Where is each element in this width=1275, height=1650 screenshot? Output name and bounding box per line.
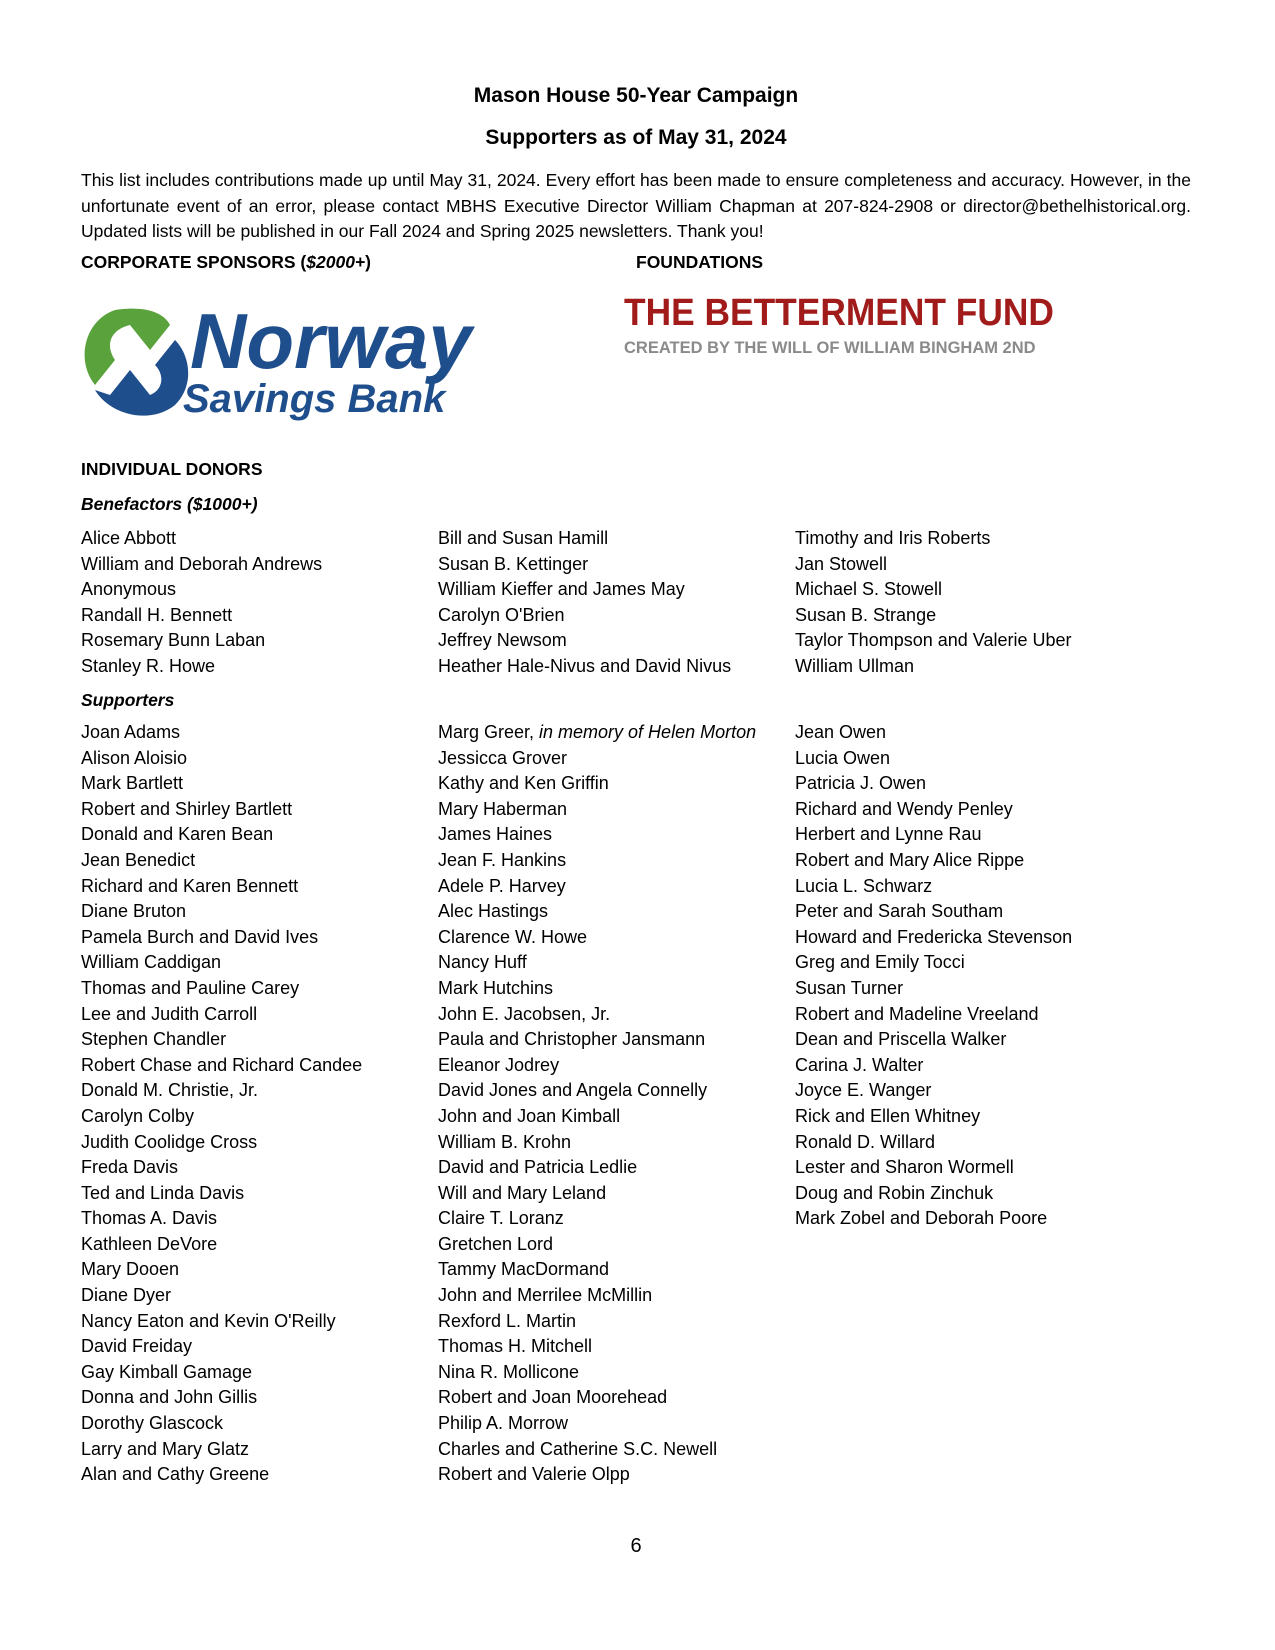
list-item: Kathy and Ken Griffin [438,773,609,794]
list-item: Herbert and Lynne Rau [795,824,982,845]
list-item: Randall H. Bennett [81,604,233,625]
list-item: Bill and Susan Hamill [438,528,609,548]
list-item: Lucia Owen [795,747,891,768]
list-item: Dorothy Glascock [81,1413,224,1434]
corporate-sponsors-heading: CORPORATE SPONSORS ($2000+) [81,252,371,272]
list-item: Peter and Sarah Southam [795,901,1004,922]
list-item: Jean F. Hankins [438,849,567,870]
betterment-fund-logo [624,292,1064,372]
list-item: Charles and Catherine S.C. Newell [438,1438,718,1459]
norway-logo-mark-icon [75,290,565,430]
list-item: Larry and Mary Glatz [81,1438,250,1459]
list-item: Jean Owen [795,722,887,742]
list-item: Susan Turner [795,977,904,998]
list-item: Robert and Shirley Bartlett [81,798,293,819]
list-item: Donna and John Gillis [81,1387,258,1408]
list-item: Ronald D. Willard [795,1131,936,1152]
list-item: Lester and Sharon Wormell [795,1157,1014,1178]
list-item: Eleanor Jodrey [438,1054,560,1075]
list-item: Lee and Judith Carroll [81,1003,258,1024]
list-item: Mark Zobel and Deborah Poore [795,1208,1048,1229]
list-item: Doug and Robin Zinchuk [795,1182,994,1203]
list-item: Jeffrey Newsom [438,630,567,651]
list-item: Carolyn Colby [81,1105,195,1126]
list-item: Robert and Madeline Vreeland [795,1003,1039,1024]
betterment-fund-title: THE BETTERMENT FUND [624,292,1054,334]
benefactors-column-3 [795,526,1071,680]
list-item: Kathleen DeVore [81,1233,218,1254]
list-item: Mary Haberman [438,798,568,819]
list-item: Nancy Eaton and Kevin O'Reilly [81,1310,336,1331]
list-item: Alice Abbott [81,528,177,548]
list-item: Thomas H. Mitchell [438,1336,593,1357]
savings-bank-logo-word: Savings Bank [183,377,446,421]
list-item: Alison Aloisio [81,747,188,768]
list-item: William Caddigan [81,952,222,973]
list-item: William Kieffer and James May [438,579,685,600]
list-item: John E. Jacobsen, Jr. [438,1003,611,1024]
list-item: Adele P. Harvey [438,875,566,896]
list-item: Donald M. Christie, Jr. [81,1080,259,1101]
list-item: Alec Hastings [438,901,549,922]
list-item: William and Deborah Andrews [81,553,323,574]
list-item: Thomas A. Davis [81,1208,218,1229]
list-item: Lucia L. Schwarz [795,875,933,896]
individual-donors-heading: INDIVIDUAL DONORS [81,459,263,479]
list-item: Mark Hutchins [438,977,554,998]
list-item: John and Merrilee McMillin [438,1285,653,1306]
list-item: Anonymous [81,579,177,600]
list-item: Ted and Linda Davis [81,1182,245,1203]
list-item: William Ullman [795,655,915,676]
foundations-heading: FOUNDATIONS [636,252,764,272]
supporters-heading: Supporters [81,690,175,710]
list-item: Patricia J. Owen [795,773,927,794]
norway-savings-bank-logo [75,290,565,430]
benefactors-column-2 [438,526,731,680]
list-item: Nancy Huff [438,952,527,973]
benefactors-heading: Benefactors ($1000+) [81,494,258,514]
list-item: Rexford L. Martin [438,1310,577,1331]
list-item: John and Joan Kimball [438,1105,621,1126]
list-item: Rosemary Bunn Laban [81,630,266,651]
list-item: Jean Benedict [81,849,196,870]
list-item: Joyce E. Wanger [795,1080,932,1101]
intro-paragraph: This list includes contributions made up until May 31, 2024. Every effort has been made to ensure completeness and accuracy. However, in the unfortunate event of an error, please contact MBHS Executive Director William Chapman at 207-824-2908 or director@bethelhistorical.org. Updated lists will be published in our Fall 2024 and Spring 2025 newsletters. Thank you! [81,170,1191,241]
list-item: James Haines [438,824,553,845]
supporters-column-1 [81,720,362,1488]
list-item: Mary Dooen [81,1259,180,1280]
list-item: Gretchen Lord [438,1233,554,1254]
list-item: Tammy MacDormand [438,1259,610,1280]
betterment-fund-tagline: CREATED BY THE WILL OF WILLIAM BINGHAM 2ND [624,339,1036,357]
list-item: Claire T. Loranz [438,1208,564,1229]
list-item: Gay Kimball Gamage [81,1361,253,1382]
list-item: Pamela Burch and David Ives [81,926,319,947]
list-item: Susan B. Strange [795,604,937,625]
list-item: Dean and Priscella Walker [795,1029,1007,1050]
list-item: David and Patricia Ledlie [438,1157,638,1178]
list-item: Robert Chase and Richard Candee [81,1054,363,1075]
list-item: Stephen Chandler [81,1029,227,1050]
list-item: Nina R. Mollicone [438,1361,580,1382]
page-number: 6 [630,1535,642,1557]
list-item: Will and Mary Leland [438,1182,607,1203]
list-item: Donald and Karen Bean [81,824,274,845]
list-item: David Freiday [81,1336,193,1357]
list-item: Michael S. Stowell [795,579,943,600]
list-item: Diane Bruton [81,901,187,922]
list-item: William B. Krohn [438,1131,572,1152]
list-item: Robert and Valerie Olpp [438,1464,630,1485]
list-item: Howard and Fredericka Stevenson [795,926,1073,947]
document-page [81,0,1191,1650]
list-item: Jessicca Grover [438,747,568,768]
benefactors-column-1 [81,526,322,680]
list-item: Heather Hale-Nivus and David Nivus [438,655,732,676]
list-item: Clarence W. Howe [438,926,588,947]
list-item: Richard and Karen Bennett [81,875,299,896]
list-item: Judith Coolidge Cross [81,1131,258,1152]
norway-logo-word: Norway [190,297,472,385]
list-item: Mark Bartlett [81,773,184,794]
list-item: Freda Davis [81,1157,179,1178]
list-item: Robert and Mary Alice Rippe [795,849,1025,870]
list-item: Diane Dyer [81,1285,172,1306]
list-item: Greg and Emily Tocci [795,952,965,973]
list-item: Thomas and Pauline Carey [81,977,300,998]
list-item: Stanley R. Howe [81,655,216,676]
list-item: Philip A. Morrow [438,1413,569,1434]
page-subtitle: Supporters as of May 31, 2024 [485,126,787,149]
list-item: Paula and Christopher Jansmann [438,1029,706,1050]
list-item: Carina J. Walter [795,1054,924,1075]
list-item: Carolyn O'Brien [438,604,565,625]
list-item: Jan Stowell [795,553,888,574]
list-item: Rick and Ellen Whitney [795,1105,981,1126]
list-item: Timothy and Iris Roberts [795,528,991,548]
list-item: Joan Adams [81,722,181,742]
list-item: Taylor Thompson and Valerie Uber [795,630,1072,651]
supporters-column-2 [438,720,756,1488]
list-item: Robert and Joan Moorehead [438,1387,668,1408]
list-item: Susan B. Kettinger [438,553,589,574]
list-item: David Jones and Angela Connelly [438,1080,708,1101]
page-title: Mason House 50-Year Campaign [473,84,799,107]
list-item: Alan and Cathy Greene [81,1464,270,1485]
list-item: Marg Greer, in memory of Helen Morton [438,722,757,742]
supporters-column-3 [795,720,1072,1232]
list-item: Richard and Wendy Penley [795,798,1013,819]
